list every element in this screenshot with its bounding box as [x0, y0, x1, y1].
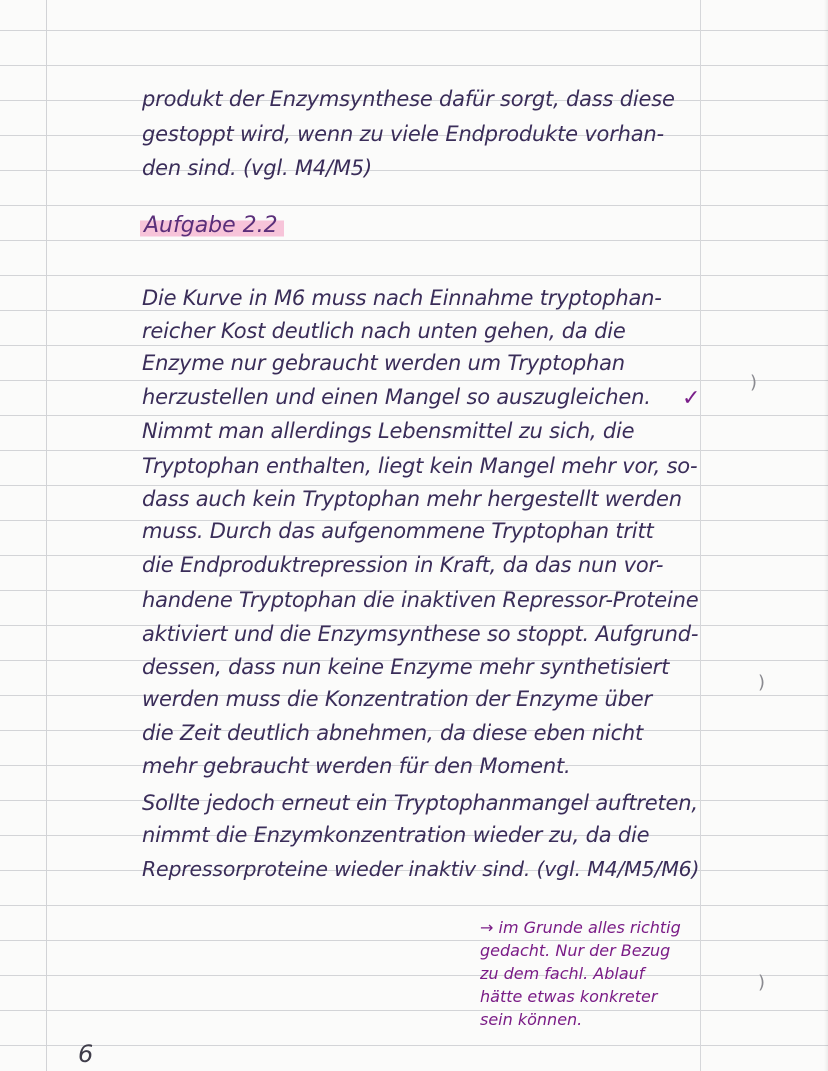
text-line: produkt der Enzymsynthese dafür sorgt, dass diese [142, 87, 675, 111]
text-line: Die Kurve in M6 muss nach Einnahme tryptophan- [142, 286, 662, 310]
text-line: dessen, dass nun keine Enzyme mehr synthetisiert [142, 655, 670, 679]
text-line: Enzyme nur gebraucht werden um Tryptophan [142, 351, 625, 375]
text-line: mehr gebraucht werden für den Moment. [142, 754, 571, 778]
right-margin-line [700, 0, 701, 1071]
text-line: werden muss die Konzentration der Enzyme über [142, 687, 652, 711]
page-number: 6 [78, 1040, 94, 1068]
margin-tick-icon: ) [758, 972, 766, 993]
left-margin-line [46, 0, 47, 1071]
text-line: herzustellen und einen Mangel so auszugleichen. [142, 385, 651, 409]
text-line: Repressorproteine wieder inaktiv sind. (vgl. M4/M5/M6) [142, 857, 700, 881]
text-line: aktiviert und die Enzymsynthese so stoppt. Aufgrund- [142, 622, 699, 646]
text-line: die Endproduktrepression in Kraft, da das nun vor- [142, 553, 664, 577]
teacher-note-line: zu dem fachl. Ablauf [480, 964, 645, 983]
text-line: gestoppt wird, wenn zu viele Endprodukte vorhan- [142, 122, 664, 146]
teacher-note-line: → im Grunde alles richtig [480, 918, 681, 937]
text-line: dass auch kein Tryptophan mehr hergestellt werden [142, 487, 682, 511]
task-heading: Aufgabe 2.2 [140, 212, 284, 240]
text-line: die Zeit deutlich abnehmen, da diese eben nicht [142, 721, 644, 745]
check-mark-icon: ✓ [682, 386, 701, 411]
text-line: Sollte jedoch erneut ein Tryptophanmangel auftreten, [142, 791, 698, 815]
text-line: Nimmt man allerdings Lebensmittel zu sich, die [142, 419, 635, 443]
page-edge-shadow [824, 0, 828, 1071]
teacher-note-line: gedacht. Nur der Bezug [480, 941, 671, 960]
text-line: Tryptophan enthalten, liegt kein Mangel mehr vor, so- [142, 454, 698, 478]
teacher-note-line: sein können. [480, 1010, 583, 1029]
teacher-note-line: hätte etwas konkreter [480, 987, 658, 1006]
text-line: handene Tryptophan die inaktiven Repressor-Proteine [142, 588, 699, 612]
text-line: den sind. (vgl. M4/M5) [142, 156, 372, 180]
margin-tick-icon: ) [758, 672, 766, 693]
margin-tick-icon: ) [750, 372, 758, 393]
text-line: nimmt die Enzymkonzentration wieder zu, da die [142, 823, 650, 847]
text-line: muss. Durch das aufgenommene Tryptophan tritt [142, 519, 654, 543]
text-line: reicher Kost deutlich nach unten gehen, da die [142, 319, 626, 343]
